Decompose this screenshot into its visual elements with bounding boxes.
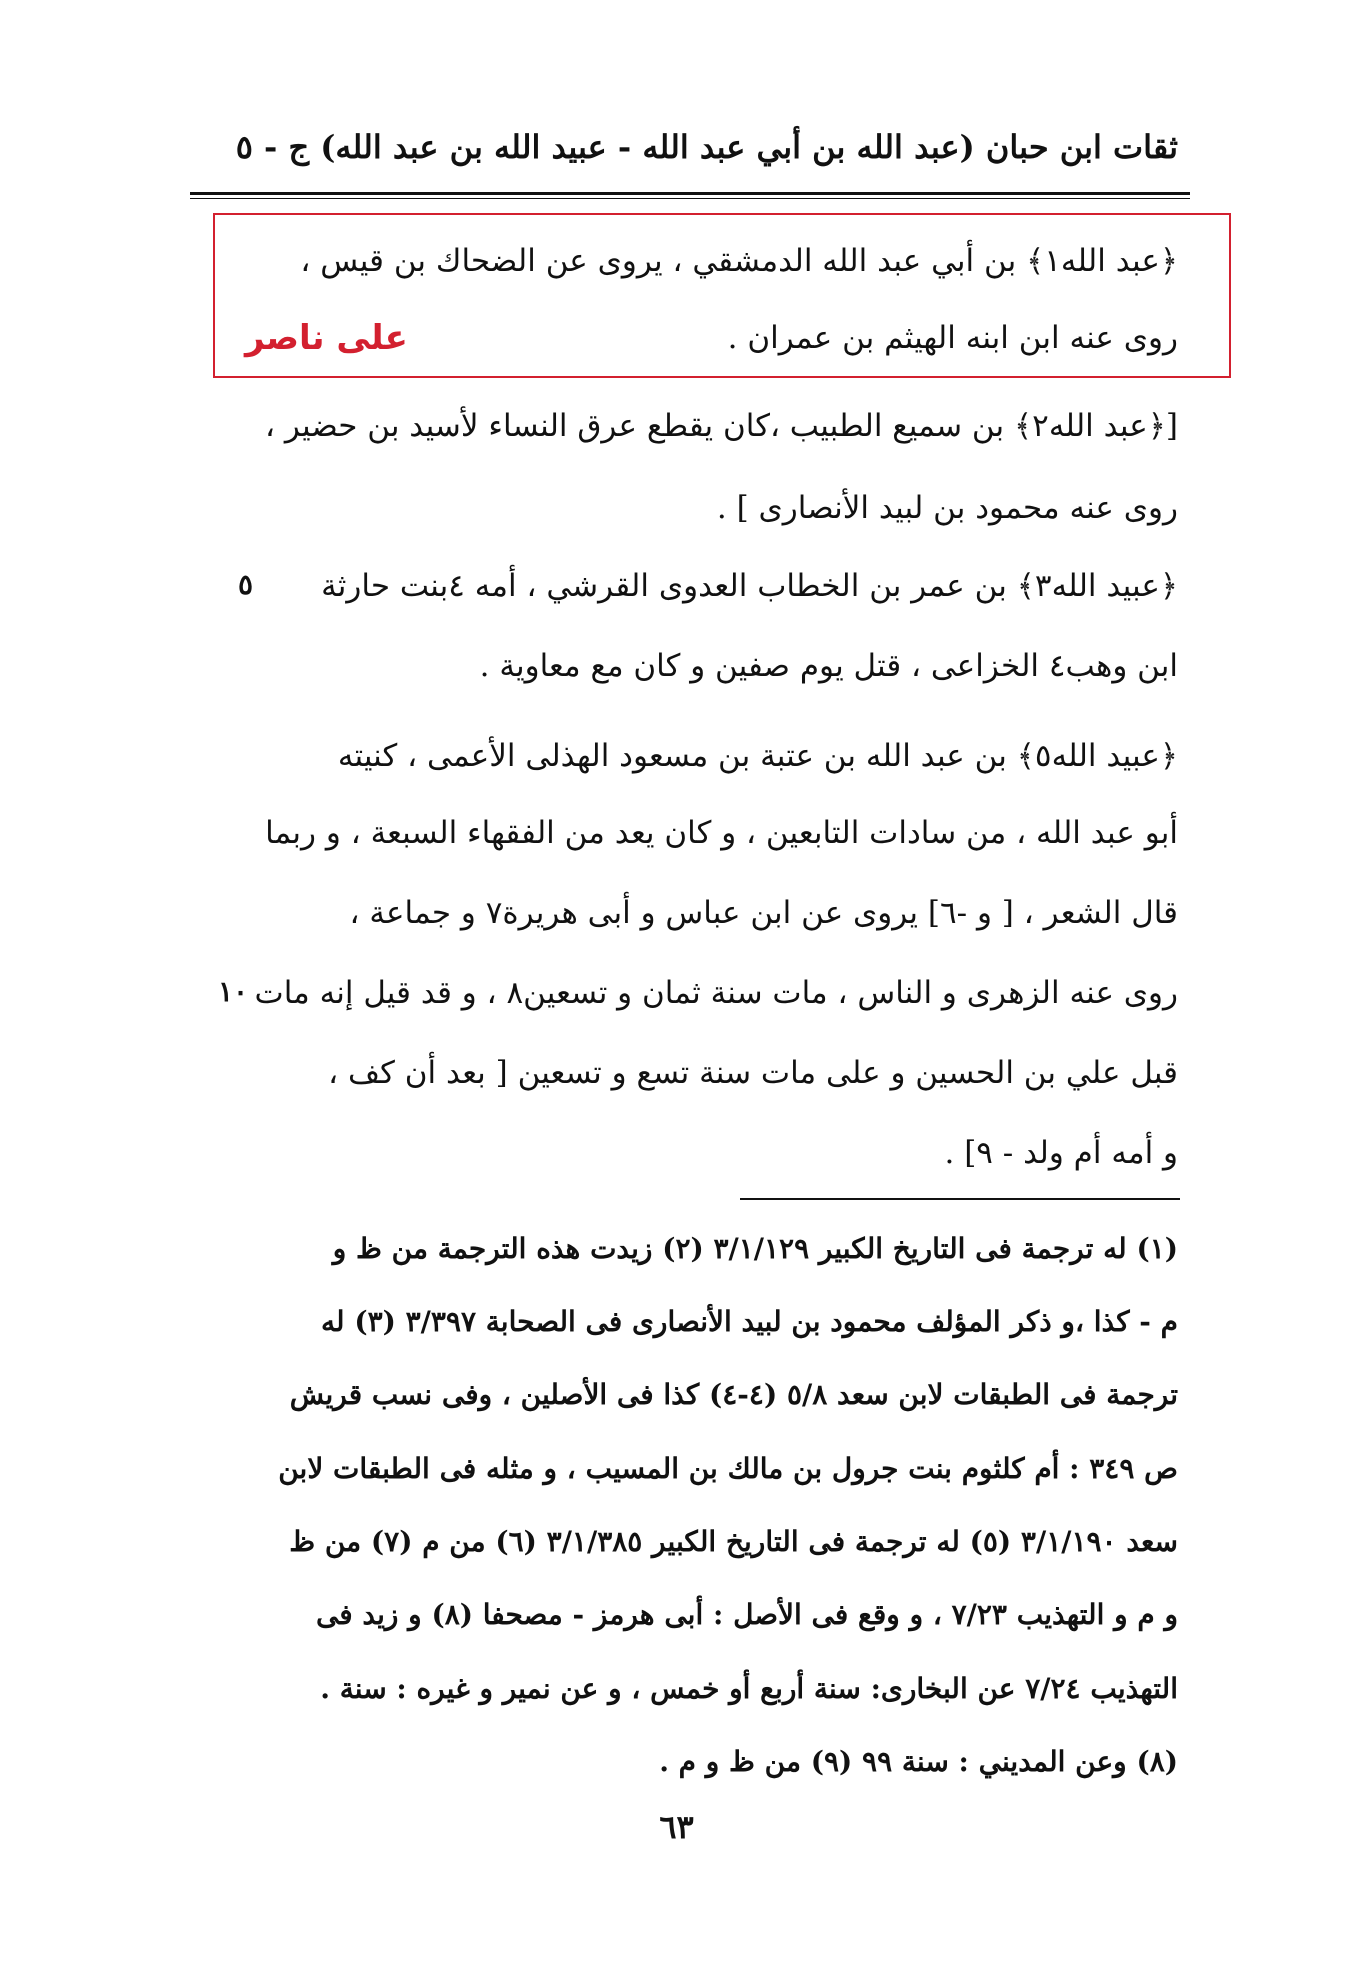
footnote-line: (١) له ترجمة فى التاريخ الكبير ٣/١/١٢٩ (٢) زيدت هذه الترجمة من ظ و (332, 1232, 1178, 1265)
header-rule-thick (190, 192, 1190, 195)
entry-line: ﴿عبيد الله٥﴾ بن عبد الله بن عتبة بن مسعود الهذلى الأعمى ، كنيته (337, 738, 1178, 774)
footnote-line: (٨) وعن المديني : سنة ٩٩ (٩) من ظ و م . (659, 1745, 1178, 1778)
entry-line: [﴿عبد الله٢﴾ بن سميع الطبيب ،كان يقطع عرق النساء لأسيد بن حضير ، (265, 408, 1178, 444)
entry-line: روى عنه محمود بن لبيد الأنصارى ] . (716, 490, 1178, 526)
entry-line: روى عنه ابن ابنه الهيثم بن عمران . (727, 320, 1178, 356)
footnote-line: و م و التهذيب ٧/٢٣ ، و وقع فى الأصل : أبى هرمز - مصحفا (٨) و زيد فى (315, 1598, 1178, 1631)
entry-line: ابن وهب٤ الخزاعى ، قتل يوم صفين و كان مع معاوية . (479, 648, 1178, 684)
footnote-line: سعد ٣/١/١٩٠ (٥) له ترجمة فى التاريخ الكبير ٣/١/٣٨٥ (٦) من م (٧) من ظ (289, 1525, 1178, 1558)
watermark-text: على ناصر (245, 318, 408, 358)
entry-line: قال الشعر ، [ و -٦] يروى عن ابن عباس و أبى هريرة٧ و جماعة ، (349, 895, 1178, 931)
header-rule-thin (190, 198, 1190, 199)
entry-line: روى عنه الزهرى و الناس ، مات سنة ثمان و تسعين٨ ، و قد قيل إنه مات (254, 975, 1178, 1011)
footnote-line: ص ٣٤٩ : أم كلثوم بنت جرول بن مالك بن المسيب ، و مثله فى الطبقات لابن (278, 1452, 1178, 1485)
margin-number: ١٠ (218, 975, 249, 1008)
footnote-line: م - كذا ،و ذكر المؤلف محمود بن لبيد الأنصارى فى الصحابة ٣/٣٩٧ (٣) له (321, 1305, 1178, 1338)
entry-line: و أمه أم ولد - ٩] . (944, 1135, 1178, 1171)
margin-number: ٥ (238, 568, 254, 601)
entry-line: ﴿عبد الله١﴾ بن أبي عبد الله الدمشقي ، يروى عن الضحاك بن قيس ، (300, 243, 1178, 279)
entry-line: أبو عبد الله ، من سادات التابعين ، و كان يعد من الفقهاء السبعة ، و ربما (265, 815, 1178, 851)
footnote-line: ترجمة فى الطبقات لابن سعد ٥/٨ (٤-٤) كذا فى الأصلين ، وفى نسب قريش (289, 1378, 1178, 1411)
footnote-rule (740, 1198, 1180, 1200)
entry-line: ﴿عبيد الله٣﴾ بن عمر بن الخطاب العدوى القرشي ، أمه ٤بنت حارثة (321, 568, 1178, 604)
entry-line: قبل علي بن الحسين و على مات سنة تسع و تسعين [ بعد أن كف ، (328, 1055, 1178, 1091)
page-number: ٦٣ (659, 1808, 694, 1846)
footnote-line: التهذيب ٧/٢٤ عن البخارى: سنة أربع أو خمس ، و عن نمير و غيره : سنة . (320, 1672, 1178, 1705)
page-header: ثقات ابن حبان (عبد الله بن أبي عبد الله - عبيد الله بن عبد الله) ج - ٥ (235, 128, 1178, 166)
